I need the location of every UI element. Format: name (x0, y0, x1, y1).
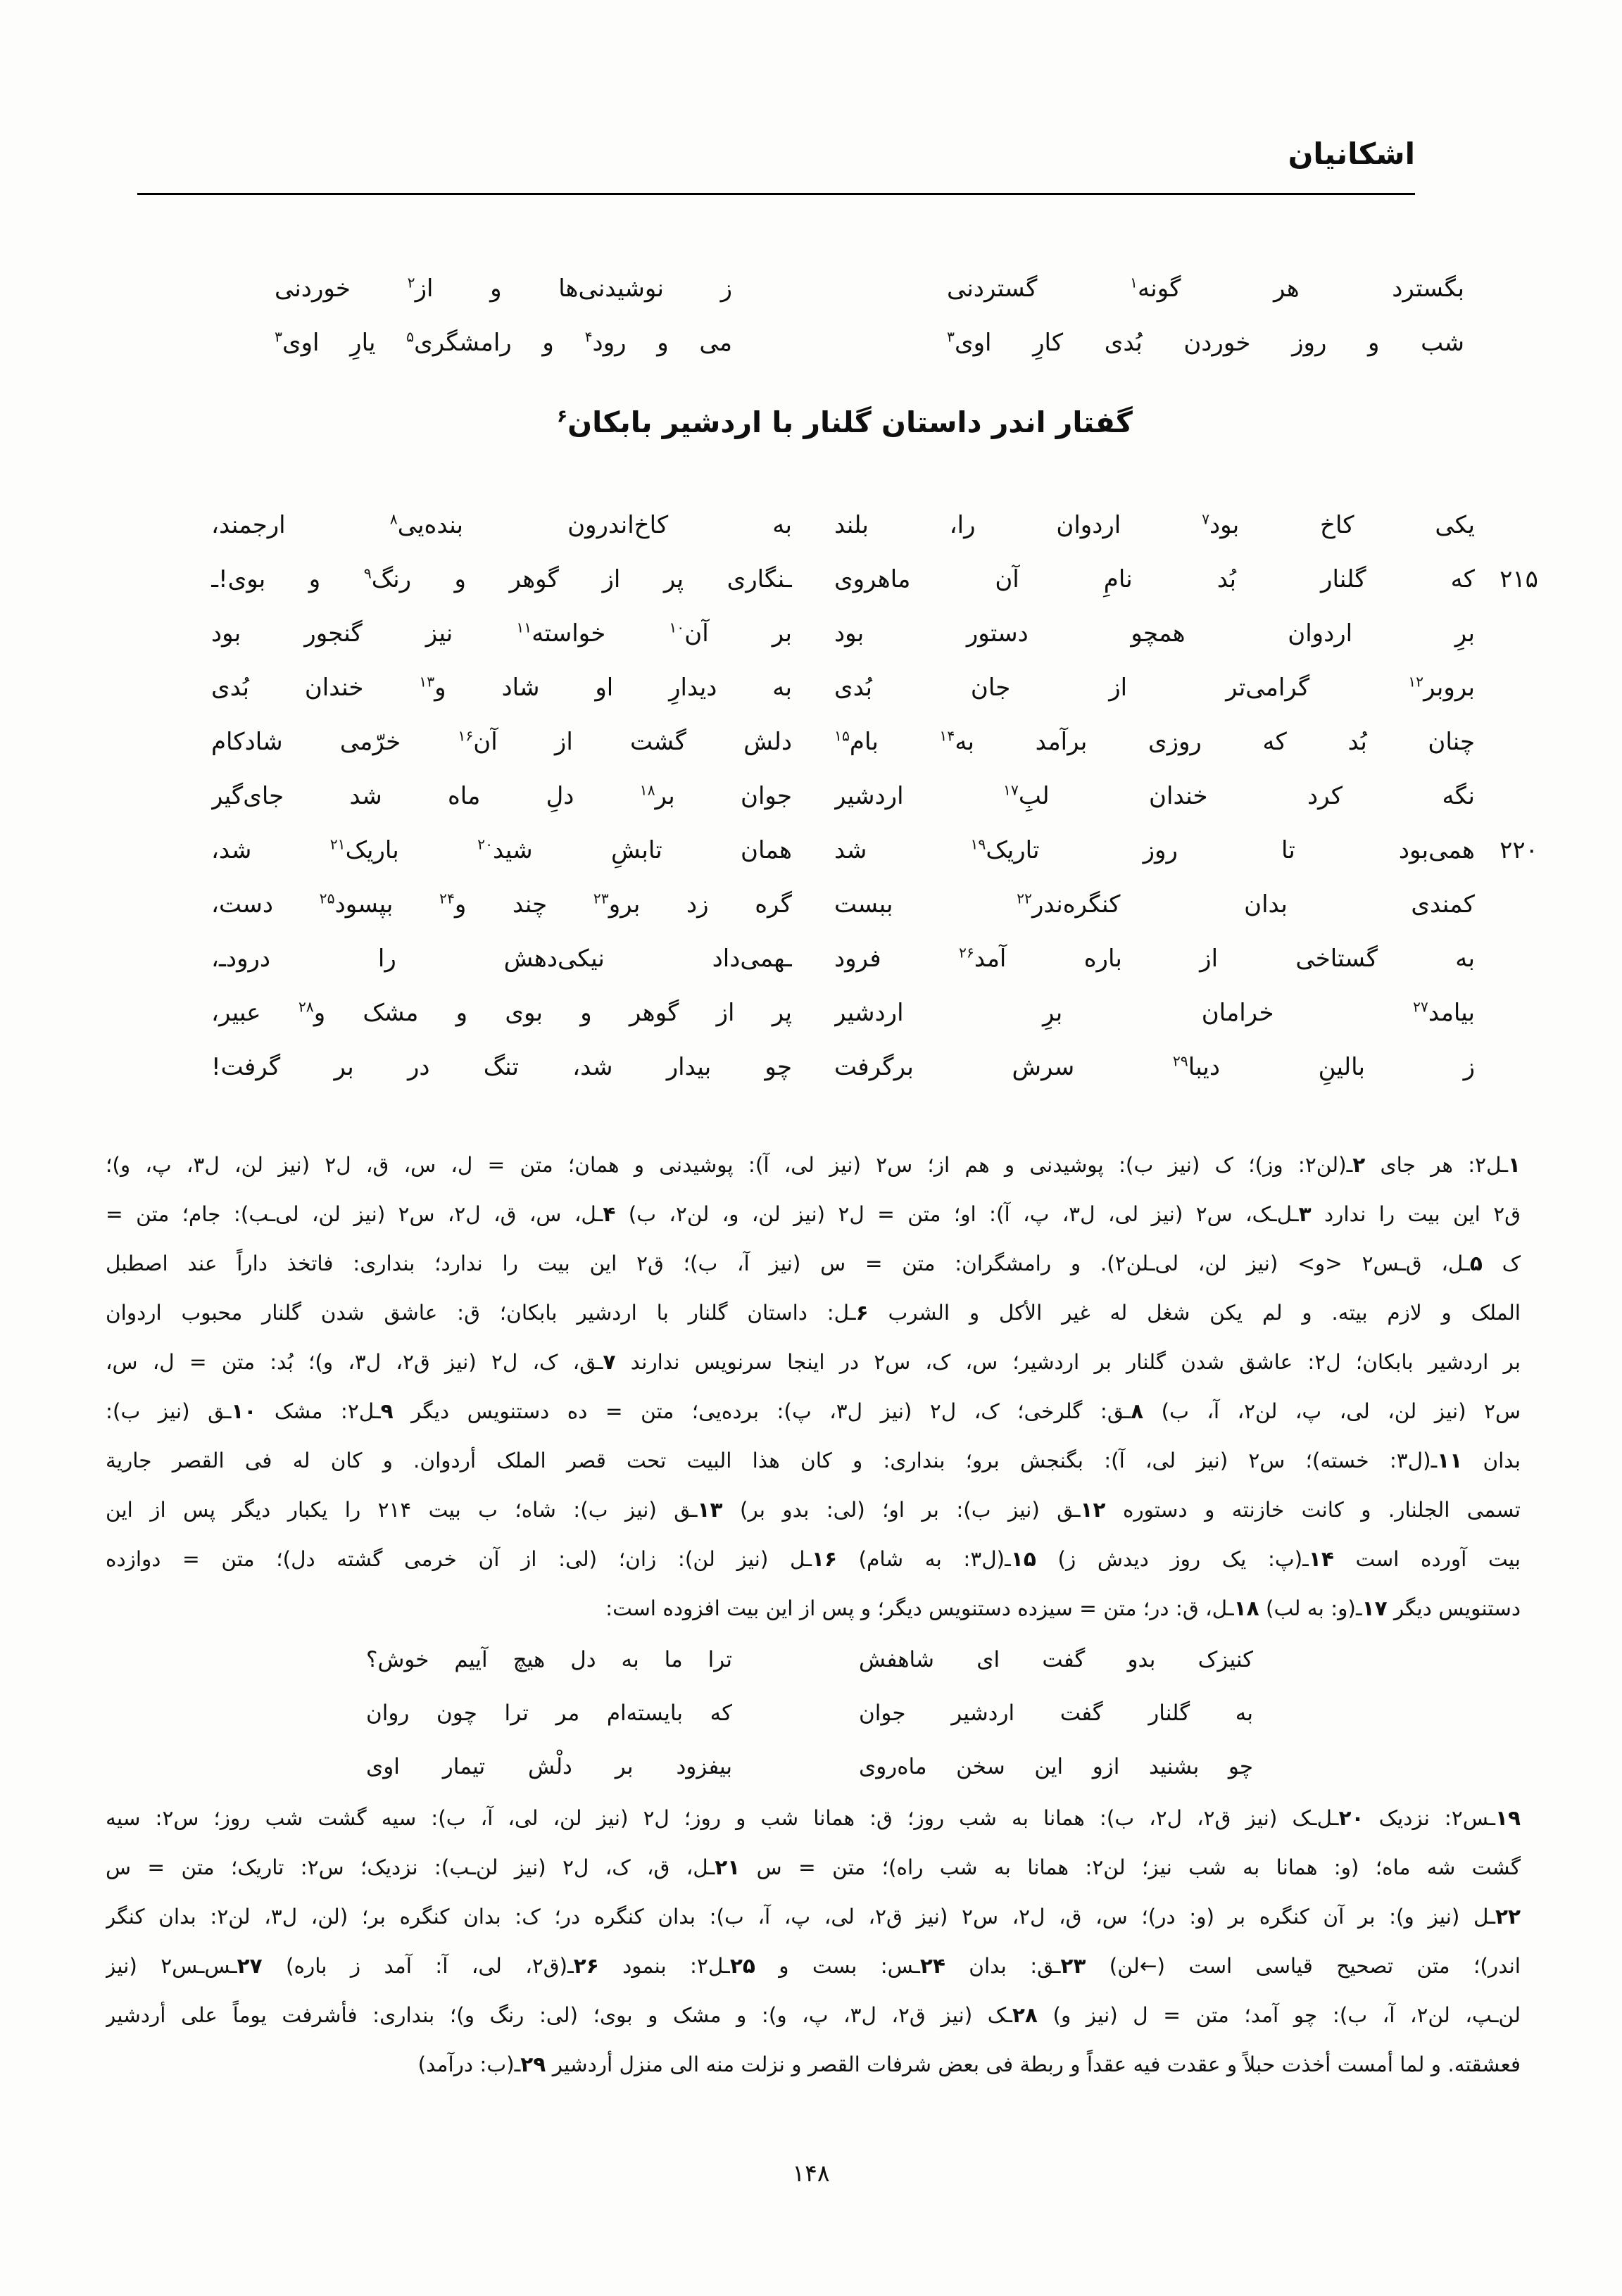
hemistich-left: جوان بر$^{۱۸}$ دلِ ماه شد جای‌گیر (211, 781, 792, 810)
footnote-quatrain-row (106, 1686, 1521, 1740)
hemistich-left: ـهمی‌داد نیکی‌دهش را درودـ، (211, 945, 792, 973)
footnote-line: ۱ـل۲: هر جای ۲ـ(لن۲: وز)؛ ک (نیز ب): پوشیدنی و هم از؛ س۲ (نیز لی، آ): پوشیدنی و همان؛ متن = ل، س، ق، ل۲ (نیز لن، ل۳، پ، و)؛ (106, 1153, 1521, 1177)
verse-row (0, 607, 1622, 661)
hemistich-left: به کاخ‌اندرون بنده‌یی$^۸$ ارجمند، (211, 510, 792, 539)
hemistich-left: دلش گشت از آن$^{۱۶}$ خرّمی شادکام (211, 727, 792, 756)
verse-row (0, 824, 1622, 878)
hemistich-right: به گلنار گفت اردشیر جوان (859, 1701, 1253, 1726)
footnote-line: ق۲ این بیت را ندارد ۳ـل‌ـک، س۲ (نیز لی، ل۳، پ، آ): او؛ متن = ل۲ (نیز لن، و، لن۲، ب) ۴ـل، س، ق، ل۲، س۲ (نیز لن، لی‌ـب): جام؛ متن = (106, 1202, 1521, 1226)
verse-number: ۲۱۵ (1500, 565, 1538, 593)
hemistich-left: چو بیدار شد، تنگ در بر گرفت! (211, 1053, 792, 1081)
hemistich-right: یکی کاخ بود$^۷$ اردوان را، بلند (834, 510, 1475, 539)
hemistich-left: می و رود$^۴$ و رامشگری$^۵$ یارِ اوی$^۳$ (275, 328, 732, 357)
section-heading: گفتار اندر داستان گلنار با اردشیر بابکان$^۶$ (557, 405, 1133, 439)
footnote-line: گشت شه ماه؛ (و: همانا به شب نیز؛ لن۲: همانا به شب راه)؛ متن = س ۲۱ـل، ق، ک، ل۲ (نیز لن‌ـب): نزدیک؛ س۲: تاریک؛ متن = س (106, 1855, 1521, 1879)
verse-row (0, 498, 1622, 553)
hemistich-left: بر آن$^{۱۰}$ خواسته$^{۱۱}$ نیز گنجور بود (211, 619, 792, 648)
hemistich-left: گره زد برو$^{۲۳}$ چند و$^{۲۴}$ بپسود$^{۲۵}$ دست، (211, 890, 792, 919)
page-number: ۱۴۸ (792, 2159, 830, 2187)
hemistich-left: ترا ما به دل هیچ آییم خوش؟ (366, 1647, 732, 1672)
hemistich-left: همان تابشِ شید$^{۲۰}$ باریک$^{۲۱}$ شد، (211, 835, 792, 864)
verse-row (0, 769, 1622, 824)
footnote-line: بر اردشیر بابکان؛ ل۲: عاشق شدن گلنار بر اردشیر؛ س، ک، س۲ در اینجا سرنویس ندارند ۷ـق، ک، ل۲ (نیز ق۲، ل۳، و)؛ بُد: متن = ل، س، (106, 1350, 1521, 1374)
header-rule (137, 193, 1415, 195)
verse-row (0, 1040, 1622, 1095)
footnote-line: ۱۹ـس۲: نزدیک ۲۰ـل‌ـک (نیز ق۲، ل۲، ب): همانا به شب روز؛ ق: همانا شب و روز؛ ل۲ (نیز لن، لی، آ، ب): سیه گشت شب روز؛ س۲: سیه (106, 1806, 1521, 1830)
footnote-line: دستنویس دیگر ۱۷ـ(و: به لب) ۱۸ـل، ق: در؛ متن = سیزده دستنویس دیگر؛ و پس از این بیت افزوده است: (605, 1596, 1521, 1620)
hemistich-left: که بایسته‌ام مر ترا چون روان (366, 1701, 732, 1726)
hemistich-right: برِ اردوان همچو دستور بود (834, 619, 1475, 648)
hemistich-left: ز نوشیدنی‌ها و از$^۲$ خوردنی (275, 274, 732, 303)
opening-couplets (0, 262, 1622, 370)
hemistich-right: همی‌بود تا روز تاریک$^{۱۹}$ شد (834, 835, 1475, 864)
footnote-quatrain-row (106, 1740, 1521, 1793)
verse-row (0, 715, 1622, 769)
hemistich-right: شب و روز خوردن بُدی کارِ اوی$^۳$ (947, 328, 1464, 357)
hemistich-right: چو بشنید ازو این سخن ماه‌روی (859, 1754, 1253, 1779)
footnote-line: بیت آورده است ۱۴ـ(پ: یک روز دیدش ز) ۱۵ـ(ل۳: به شام) ۱۶ـل (نیز لن): زان؛ (لی: از آن خرمی گشته دل)؛ متن = دوازده (106, 1547, 1521, 1571)
footnote-line: ک ۵ـل، ق‌ـس۲ <و> (نیز لن، لی‌ـلن۲). و رامشگران: متن = س (نیز آ، ب)؛ ق۲ این بیت را ندارد؛ بنداری: فاتخذ داراً عند اصطبل (106, 1251, 1521, 1275)
footnote-line: فعشقته. و لما أمست أخذت حبلاً و عقدت فیه عقداً و ربطة فی بعض شرفات القصر و نزلت منه الی منزل أردشیر ۲۹ـ(ب: درآمد) (417, 2052, 1521, 2076)
verse-row (0, 316, 1622, 370)
critical-apparatus (106, 1140, 1521, 2089)
hemistich-right: به گستاخی از باره آمد$^{۲۶}$ فرود (834, 944, 1475, 973)
footnote-line: تسمی الجلنار. و کانت خازنته و دستوره ۱۲ـق (نیز ب): بر او؛ (لی: بدو بر) ۱۳ـق (نیز ب): شاه؛ ب بیت ۲۱۴ را یکبار دیگر پس از این (106, 1498, 1521, 1522)
verse-row (0, 553, 1622, 607)
verse-row (0, 932, 1622, 986)
footnote-line: س۲ (نیز لن، لی، پ، لن۲، آ، ب) ۸ـق: گلرخی؛ ک، ل۲ (نیز ل۳، پ): برده‌یی؛ متن = ده دستنویس دیگر ۹ـل۲: مشک ۱۰ـق (نیز ب): (106, 1399, 1521, 1423)
footnote-line: بدان ۱۱ـ(ل۳: خسته)؛ س۲ (نیز لی، آ): بگنجش برو؛ بنداری: و کان هذا البیت تحت قصر الملک أردوان. و کان له فی القصر جاریة (106, 1449, 1521, 1472)
hemistich-right: بگسترد هر گونه$^۱$ گستردنی (947, 274, 1464, 303)
footnote-line: لن‌ـپ، لن۲، آ، ب): چو آمد؛ متن = ل (نیز و) ۲۸ـک (نیز ق۲، ل۳، پ، و): و مشک و بوی؛ (لی: رنگ و)؛ بنداری: فأشرفت یوماً علی أردشیر (106, 2003, 1521, 2027)
poem-block (0, 498, 1622, 1095)
verse-number: ۲۲۰ (1500, 836, 1538, 864)
hemistich-right: بروبر$^{۱۲}$ گرامی‌تر از جان بُدی (834, 673, 1475, 702)
hemistich-right: که گلنار بُد نامِ آن ماهروی (834, 565, 1475, 593)
footnote-line: اندر)؛ متن تصحیح قیاسی است (←لن) ۲۳ـق: بدان ۲۴ـس: بست و ۲۵ـل۲: بنمود ۲۶ـ(ق۲، لی، آ: آمد ز باره) ۲۷ـس‌ـس۲ (نیز (106, 1954, 1521, 1978)
hemistich-right: بیامد$^{۲۷}$ خرامان برِ اردشیر (834, 998, 1475, 1027)
hemistich-left: بیفزود بر دلْش تیمار اوی (366, 1754, 732, 1779)
hemistich-right: کمندی بدان کنگره‌ندر$^{۲۲}$ ببست (834, 890, 1475, 919)
hemistich-right: چنان بُد که روزی برآمد به$^{۱۴}$ بام$^{۱۵}$ (834, 727, 1475, 756)
footnote-quatrain-row (106, 1633, 1521, 1686)
footnote-line: الملک و لازم بیته. و لم یکن شغل له غیر الأکل و الشرب ۶ـل: داستان گلنار با اردشیر بابکان؛ ق: عاشق شدن گلنار محبوب اردوان (106, 1301, 1521, 1325)
running-header-title: اشکانیان (1288, 137, 1415, 171)
verse-row (0, 661, 1622, 715)
verse-row (0, 262, 1622, 316)
hemistich-right: کنیزک بدو گفت ای شاهفش (859, 1647, 1253, 1672)
hemistich-right: ز بالینِ دیبا$^{۲۹}$ سرش برگرفت (834, 1052, 1475, 1081)
hemistich-left: به دیدارِ او شاد و$^{۱۳}$ خندان بُدی (211, 673, 792, 702)
hemistich-left: ـنگاری پر از گوهر و رنگ$^۹$ و بوی!ـ (211, 564, 792, 593)
verse-row (0, 986, 1622, 1040)
hemistich-right: نگه کرد خندان لبِ$^{۱۷}$ اردشیر (834, 781, 1475, 810)
hemistich-left: پر از گوهر و بوی و مشک و$^{۲۸}$ عبیر، (211, 998, 792, 1027)
verse-row (0, 878, 1622, 932)
footnote-line: ۲۲ـل (نیز و): بر آن کنگره بر (و: در)؛ س، ق، ل۲، س۲ (نیز ق۲، لی، پ، آ، ب): بدان کنگره در؛ ک: بدان کنگره بر؛ (لن، ل۳، لن۲: بدان کنگر (106, 1905, 1521, 1929)
